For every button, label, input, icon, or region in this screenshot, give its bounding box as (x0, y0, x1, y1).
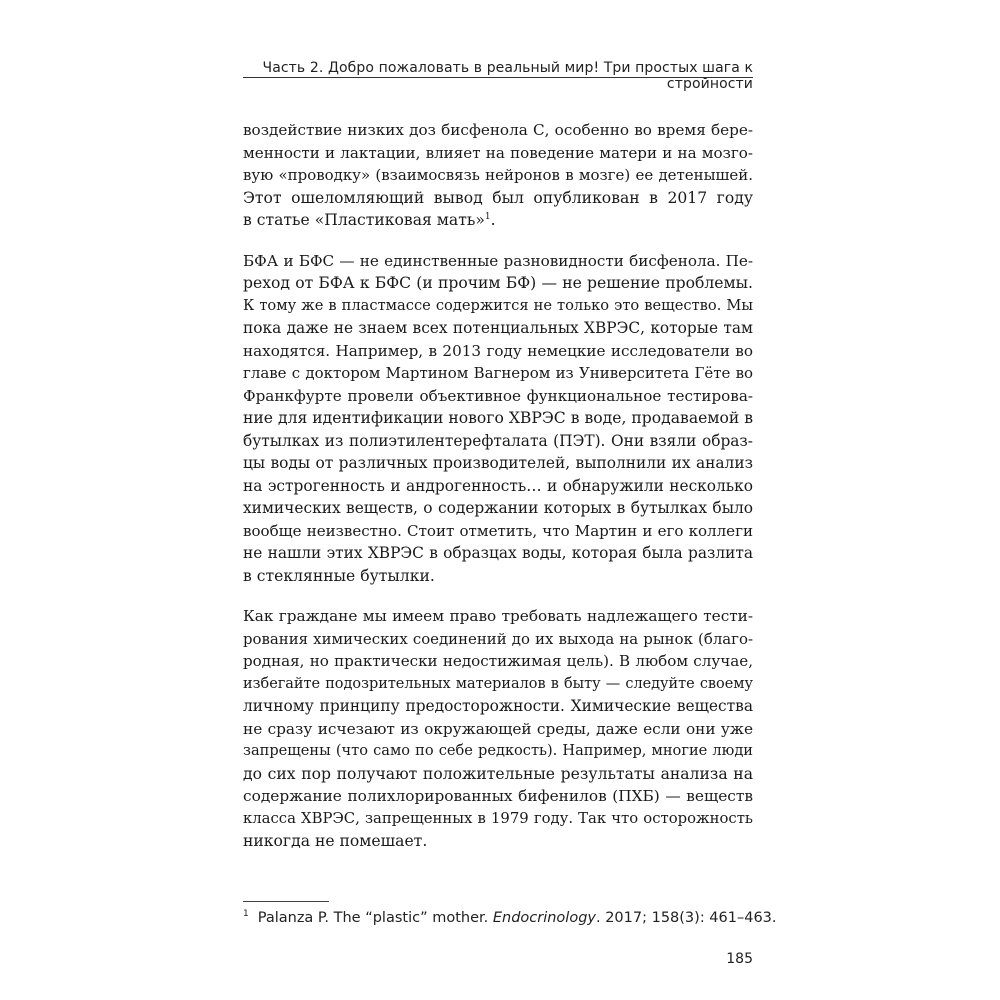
text-line: менности и лактации, влияет на поведение матери и на мозго- (243, 143, 753, 162)
text-line: Франкфурте провели объективное функциональное тестирова- (243, 386, 753, 405)
text-line: БФА и БФС — не единственные разновидности бисфенола. Пе- (243, 251, 753, 270)
header-rule (243, 77, 753, 78)
footnote-rule (243, 901, 329, 902)
text-line: рования химических соединений до их выхода на рынок (благо- (243, 629, 753, 648)
footnote-journal: Endocrinology (492, 910, 596, 926)
text-line: в статье «Пластиковая мать»$^1$. (243, 211, 496, 229)
text-line: никогда не помешает. (243, 832, 428, 850)
paragraph-1 (243, 119, 753, 232)
footnote-reference: 1 (484, 211, 491, 222)
text-line: на эстрогенность и андрогенность… и обнаружили несколько (243, 476, 753, 495)
text-line: химических веществ, о содержании которых в бутылках было (243, 499, 753, 517)
text-line: личному принципу предосторожности. Химические вещества (243, 697, 753, 715)
paragraph-3 (243, 605, 753, 853)
text-line: родная, но практически недостижимая цель). В любом случае, (243, 652, 753, 670)
text-line: главе с доктором Мартином Вагнером из Университета Гёте во (243, 364, 753, 382)
text-line: не нашли этих ХВРЭС в образцах воды, которая была разлита (243, 544, 753, 562)
text-line: воздействие низких доз бисфенола С, особенно во время бере- (243, 121, 753, 139)
text-line: содержание полихлорированных бифенилов (ПХБ) — веществ (243, 787, 753, 805)
text-line: пока даже не знаем всех потенциальных ХВРЭС, которые там (243, 319, 753, 337)
text-line: бутылках из полиэтилентерефталата (ПЭТ). Они взяли образ- (243, 431, 753, 450)
text-line: вообще неизвестно. Стоит отметить, что Мартин и его коллеги (243, 521, 753, 540)
text-line: Этот ошеломляющий вывод был опубликован в 2017 году (243, 188, 753, 207)
text-line: не сразу исчезают из окружающей среды, даже если они уже (243, 719, 753, 738)
footnote-text: Palanza P. The “plastic” mother. (257, 910, 493, 926)
running-head: Часть 2. Добро пожаловать в реальный мир! Три простых шага к стройности (262, 60, 753, 92)
text-line: реход от БФА к БФС (и прочим БФ) — не решение проблемы. (243, 274, 753, 292)
text-line: вую «проводку» (взаимосвязь нейронов в мозге) ее детенышей. (243, 166, 753, 184)
page-number: 185 (726, 951, 753, 967)
text-line: избегайте подозрительных материалов в быту — следуйте своему (243, 675, 753, 692)
text-line: в стеклянные бутылки. (243, 566, 435, 585)
text-line: Как граждане мы имеем право требовать надлежащего тести- (243, 607, 753, 625)
body-text (243, 119, 753, 871)
text-line: запрещены (что само по себе редкость). Например, многие люди (243, 742, 753, 759)
text-line: К тому же в пластмассе содержится не только это вещество. Мы (243, 296, 753, 314)
text-line: ние для идентификации нового ХВРЭС в воде, продаваемой в (243, 409, 753, 427)
footnote-number: 1 (243, 909, 249, 920)
footnote-citation: . 2017; 158(3): 461–463. (595, 910, 777, 926)
text-line: находятся. Например, в 2013 году немецкие исследователи во (243, 341, 753, 360)
paragraph-2 (243, 250, 753, 588)
text-line: класса ХВРЭС, запрещенных в 1979 году. Так что осторожность (243, 809, 753, 827)
footnote (243, 909, 777, 926)
text-line-content: в статье «Пластиковая мать» (243, 211, 485, 229)
text-line: до сих пор получают положительные результаты анализа на (243, 764, 753, 783)
text-line: цы воды от различных производителей, выполнили их анализ (243, 454, 753, 472)
